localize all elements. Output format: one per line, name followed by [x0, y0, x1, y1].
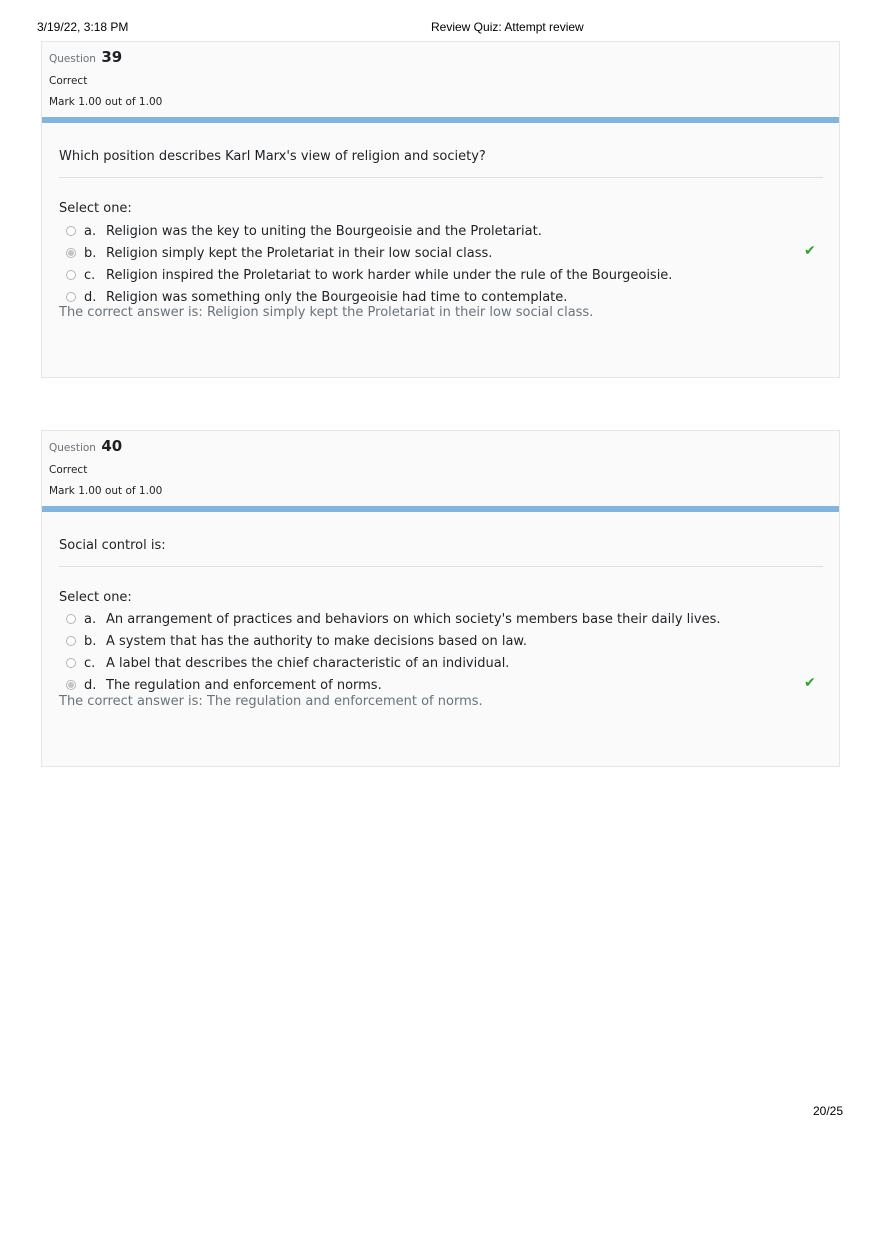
radio-button-selected[interactable]	[66, 248, 76, 258]
radio-button[interactable]	[66, 636, 76, 646]
answer-letter: c.	[84, 656, 96, 671]
question-label: Question	[49, 442, 96, 454]
radio-button-selected[interactable]	[66, 680, 76, 690]
answer-option-b[interactable]	[62, 243, 822, 266]
question-40	[41, 430, 840, 767]
question-state: Correct	[49, 464, 88, 476]
question-info	[42, 431, 839, 507]
question-number-line	[49, 437, 122, 455]
answer-text: Religion inspired the Proletariat to work harder while under the rule of the Bourgeoisie.	[106, 268, 673, 283]
answer-option-b[interactable]	[62, 634, 822, 654]
answer-letter: d.	[84, 290, 97, 305]
select-prompt: Select one:	[59, 201, 132, 216]
answer-text: A system that has the authority to make decisions based on law.	[106, 634, 527, 649]
question-number: 40	[101, 437, 123, 455]
answer-letter: b.	[84, 634, 97, 649]
answer-text: A label that describes the chief characteristic of an individual.	[106, 656, 510, 671]
question-formulation	[42, 123, 839, 323]
question-label: Question	[49, 53, 96, 65]
answer-option-c[interactable]	[62, 656, 822, 676]
question-formulation	[42, 512, 839, 712]
divider	[59, 177, 823, 178]
check-icon: ✔	[804, 675, 816, 691]
question-number: 39	[101, 48, 123, 66]
correct-answer-feedback: The correct answer is: The regulation and enforcement of norms.	[59, 694, 483, 709]
select-prompt: Select one:	[59, 590, 132, 605]
answer-option-c[interactable]	[62, 268, 822, 288]
print-date: 3/19/22, 3:18 PM	[37, 20, 129, 34]
answer-text: The regulation and enforcement of norms.	[106, 678, 382, 693]
radio-button[interactable]	[66, 658, 76, 668]
question-grade: Mark 1.00 out of 1.00	[49, 96, 163, 108]
answer-text: Religion was the key to uniting the Bourgeoisie and the Proletariat.	[106, 224, 542, 239]
radio-button[interactable]	[66, 292, 76, 302]
divider	[59, 566, 823, 567]
correct-answer-feedback: The correct answer is: Religion simply kept the Proletariat in their low social class.	[59, 305, 594, 320]
question-number-line	[49, 48, 122, 66]
check-icon: ✔	[804, 243, 816, 259]
radio-button[interactable]	[66, 226, 76, 236]
answer-letter: a.	[84, 612, 97, 627]
answer-option-a[interactable]	[62, 612, 822, 632]
answer-letter: b.	[84, 246, 97, 261]
answer-letter: c.	[84, 268, 96, 283]
answer-letter: d.	[84, 678, 97, 693]
question-grade: Mark 1.00 out of 1.00	[49, 485, 163, 497]
page-number: 20/25	[812, 1104, 843, 1118]
answer-letter: a.	[84, 224, 97, 239]
answer-text: Religion simply kept the Proletariat in their low social class.	[106, 246, 493, 261]
answer-text: An arrangement of practices and behaviors on which society's members base their daily lives.	[106, 612, 721, 627]
question-text: Which position describes Karl Marx's view of religion and society?	[59, 149, 486, 164]
radio-button[interactable]	[66, 270, 76, 280]
answer-text: Religion was something only the Bourgeoisie had time to contemplate.	[106, 290, 568, 305]
question-39	[41, 41, 840, 378]
question-text: Social control is:	[59, 538, 166, 553]
question-info	[42, 42, 839, 118]
print-title: Review Quiz: Attempt review	[431, 20, 584, 34]
answer-option-a[interactable]	[62, 224, 822, 244]
print-header	[0, 20, 880, 38]
radio-button[interactable]	[66, 614, 76, 624]
question-state: Correct	[49, 75, 88, 87]
